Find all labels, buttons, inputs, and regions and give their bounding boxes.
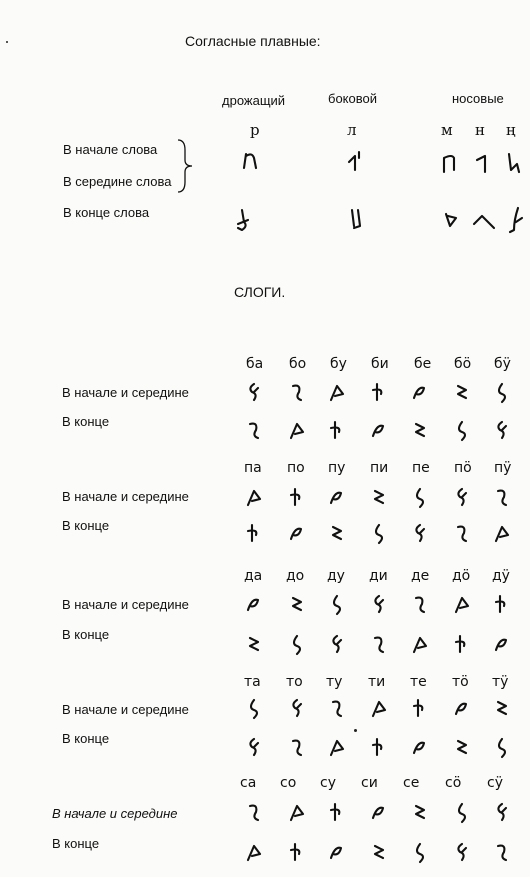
script-glyph bbox=[492, 592, 514, 618]
script-glyph bbox=[327, 840, 349, 866]
script-glyph bbox=[492, 632, 514, 658]
script-glyph bbox=[287, 521, 309, 547]
row-label-start-middle: В начале и середине bbox=[62, 597, 189, 612]
letter-r: р bbox=[250, 121, 260, 139]
syllable-header: ди bbox=[369, 568, 388, 584]
row-label-end: В конце bbox=[62, 518, 110, 533]
script-glyph bbox=[492, 696, 514, 722]
syllable-header: ду bbox=[327, 568, 345, 584]
script-glyph bbox=[327, 380, 349, 406]
script-glyph bbox=[287, 485, 309, 511]
script-glyph bbox=[287, 632, 309, 658]
script-glyph bbox=[410, 592, 432, 618]
script-glyph bbox=[452, 418, 474, 444]
script-glyph bbox=[244, 632, 266, 658]
syllable-header: по bbox=[287, 460, 305, 476]
script-glyph bbox=[327, 632, 349, 658]
script-glyph bbox=[244, 485, 266, 511]
script-glyph bbox=[410, 735, 432, 761]
script-glyph bbox=[369, 485, 391, 511]
script-glyph bbox=[410, 800, 432, 826]
syllable-header: тӱ bbox=[492, 674, 509, 690]
syllable-header: ти bbox=[368, 674, 386, 690]
script-glyph bbox=[492, 735, 514, 761]
section-title-consonants: Согласные плавные: bbox=[185, 33, 321, 49]
syllable-header: би bbox=[371, 356, 389, 372]
script-glyph bbox=[244, 840, 266, 866]
script-glyph bbox=[452, 380, 474, 406]
syllable-header: са bbox=[240, 775, 257, 791]
script-glyph bbox=[369, 632, 391, 658]
script-glyph bbox=[410, 696, 432, 722]
script-glyph bbox=[410, 485, 432, 511]
letter-ng: ң bbox=[506, 121, 516, 139]
row-label-end: В конце bbox=[62, 627, 110, 642]
script-glyph bbox=[452, 592, 474, 618]
syllable-header: да bbox=[244, 568, 263, 584]
row-label-start-middle: В начале и середине bbox=[62, 702, 189, 717]
script-glyph bbox=[327, 592, 349, 618]
script-glyph bbox=[410, 840, 432, 866]
script-glyph bbox=[452, 632, 474, 658]
syllable-header: пу bbox=[328, 460, 346, 476]
syllable-header: бу bbox=[330, 356, 347, 372]
syllable-header: ту bbox=[326, 674, 343, 690]
script-glyph bbox=[452, 696, 474, 722]
syllable-header: па bbox=[244, 460, 262, 476]
section-title-syllables: СЛОГИ. bbox=[234, 284, 286, 300]
row-label-start-middle: В начале и середине bbox=[52, 806, 178, 821]
script-glyph bbox=[244, 380, 266, 406]
script-glyph bbox=[452, 485, 474, 511]
syllable-header: си bbox=[361, 775, 378, 791]
script-glyph bbox=[410, 380, 432, 406]
syllable-header: та bbox=[244, 674, 261, 690]
syllable-header: те bbox=[410, 674, 427, 690]
script-glyph bbox=[244, 592, 266, 618]
script-glyph bbox=[327, 735, 349, 761]
script-glyph bbox=[287, 800, 309, 826]
letter-m: м bbox=[441, 121, 453, 139]
script-glyph bbox=[327, 418, 349, 444]
script-glyph bbox=[410, 418, 432, 444]
script-glyph bbox=[369, 592, 391, 618]
script-glyph bbox=[327, 696, 349, 722]
script-glyph bbox=[287, 380, 309, 406]
script-glyph bbox=[452, 800, 474, 826]
script-glyph bbox=[327, 521, 349, 547]
script-glyph bbox=[327, 800, 349, 826]
syllable-header: тӧ bbox=[452, 674, 469, 690]
script-glyph bbox=[410, 632, 432, 658]
header-trill: дрожащий bbox=[222, 93, 286, 108]
script-glyph bbox=[492, 521, 514, 547]
header-lateral: боковой bbox=[328, 91, 377, 106]
script-glyph bbox=[244, 800, 266, 826]
script-glyph bbox=[287, 418, 309, 444]
letter-l: л bbox=[347, 121, 357, 139]
script-glyph bbox=[452, 521, 474, 547]
row-label-word-middle: В середине слова bbox=[63, 174, 172, 189]
syllable-header: де bbox=[411, 568, 430, 584]
syllable-header: се bbox=[403, 775, 420, 791]
syllable-header: со bbox=[280, 775, 297, 791]
syllable-header: до bbox=[286, 568, 305, 584]
script-glyph bbox=[287, 840, 309, 866]
syllable-header: ба bbox=[246, 356, 264, 372]
script-glyph bbox=[369, 735, 391, 761]
row-label-start-middle: В начале и середине bbox=[62, 385, 189, 400]
syllable-header: бе bbox=[414, 356, 432, 372]
script-glyph bbox=[452, 840, 474, 866]
ink-dot bbox=[6, 41, 8, 43]
script-glyph bbox=[452, 735, 474, 761]
script-glyph bbox=[244, 521, 266, 547]
script-glyph bbox=[244, 735, 266, 761]
script-glyph bbox=[287, 696, 309, 722]
script-glyph bbox=[244, 696, 266, 722]
syllable-header: пи bbox=[370, 460, 389, 476]
row-label-start-middle: В начале и середине bbox=[62, 489, 189, 504]
script-glyph bbox=[369, 418, 391, 444]
script-glyph bbox=[244, 418, 266, 444]
script-glyph bbox=[327, 485, 349, 511]
letter-n: н bbox=[475, 121, 485, 139]
syllable-header: дӧ bbox=[452, 568, 471, 584]
syllable-header: бӱ bbox=[494, 356, 511, 372]
row-label-word-end: В конце слова bbox=[63, 205, 150, 220]
grouping-brace bbox=[175, 138, 195, 194]
row-label-word-start: В начале слова bbox=[63, 142, 158, 157]
syllable-header: пе bbox=[412, 460, 430, 476]
ink-dot bbox=[354, 729, 357, 732]
syllable-header: сӧ bbox=[445, 775, 462, 791]
syllable-header: су bbox=[320, 775, 336, 791]
row-label-end: В конце bbox=[62, 731, 110, 746]
script-glyph bbox=[492, 840, 514, 866]
row-label-end: В конце bbox=[52, 836, 100, 851]
row-label-end: В конце bbox=[62, 414, 110, 429]
script-glyph bbox=[369, 800, 391, 826]
script-glyph bbox=[369, 380, 391, 406]
syllable-header: сӱ bbox=[487, 775, 503, 791]
header-nasal: носовые bbox=[452, 91, 504, 106]
syllable-header: пӧ bbox=[454, 460, 472, 476]
syllable-header: бо bbox=[289, 356, 307, 372]
script-glyph bbox=[287, 592, 309, 618]
script-glyph bbox=[369, 696, 391, 722]
syllable-header: дӱ bbox=[492, 568, 510, 584]
syllable-header: пӱ bbox=[494, 460, 512, 476]
script-glyph bbox=[492, 380, 514, 406]
script-glyph bbox=[369, 521, 391, 547]
script-glyph bbox=[492, 800, 514, 826]
syllable-header: бӧ bbox=[454, 356, 472, 372]
syllable-header: то bbox=[286, 674, 303, 690]
script-glyph bbox=[369, 840, 391, 866]
script-glyph bbox=[287, 735, 309, 761]
script-glyph bbox=[492, 485, 514, 511]
script-glyph bbox=[492, 418, 514, 444]
script-glyph bbox=[410, 521, 432, 547]
